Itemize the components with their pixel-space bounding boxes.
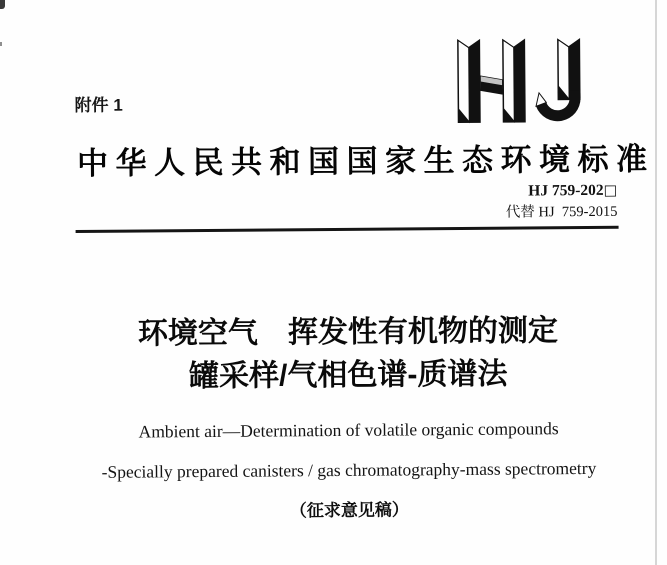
logo-letter-j (535, 38, 580, 121)
scan-artifact-left (0, 42, 2, 46)
page-edge-shadow (655, 0, 657, 565)
english-title-line-1: Ambient air—Determination of volatile organic compounds (138, 418, 559, 442)
standard-heading: 中华人民共和国国家生态环境标准 (76, 141, 655, 182)
title-line-2: 罐采样/气相色谱-质谱法 (188, 357, 508, 394)
replaces-note: 代替 HJ 759-2015 (505, 203, 618, 221)
hj-logo (455, 38, 588, 125)
header-rule (76, 226, 619, 233)
title-line-1: 环境空气 挥发性有机物的测定 (137, 314, 559, 351)
logo-letter-h (457, 38, 526, 123)
draft-note: （征求意见稿） (289, 500, 409, 521)
scan-artifact-corner (0, 0, 5, 9)
title-block (76, 316, 620, 393)
english-title-line-2: -Specially prepared canisters / gas chromatography-mass spectrometry (101, 457, 597, 482)
attachment-label: 附件 1 (74, 95, 123, 116)
year-placeholder-box: □ (603, 182, 618, 199)
standard-number-text: HJ 759-202 (528, 181, 604, 200)
standard-number-block (506, 182, 618, 222)
standard-number (506, 182, 618, 201)
